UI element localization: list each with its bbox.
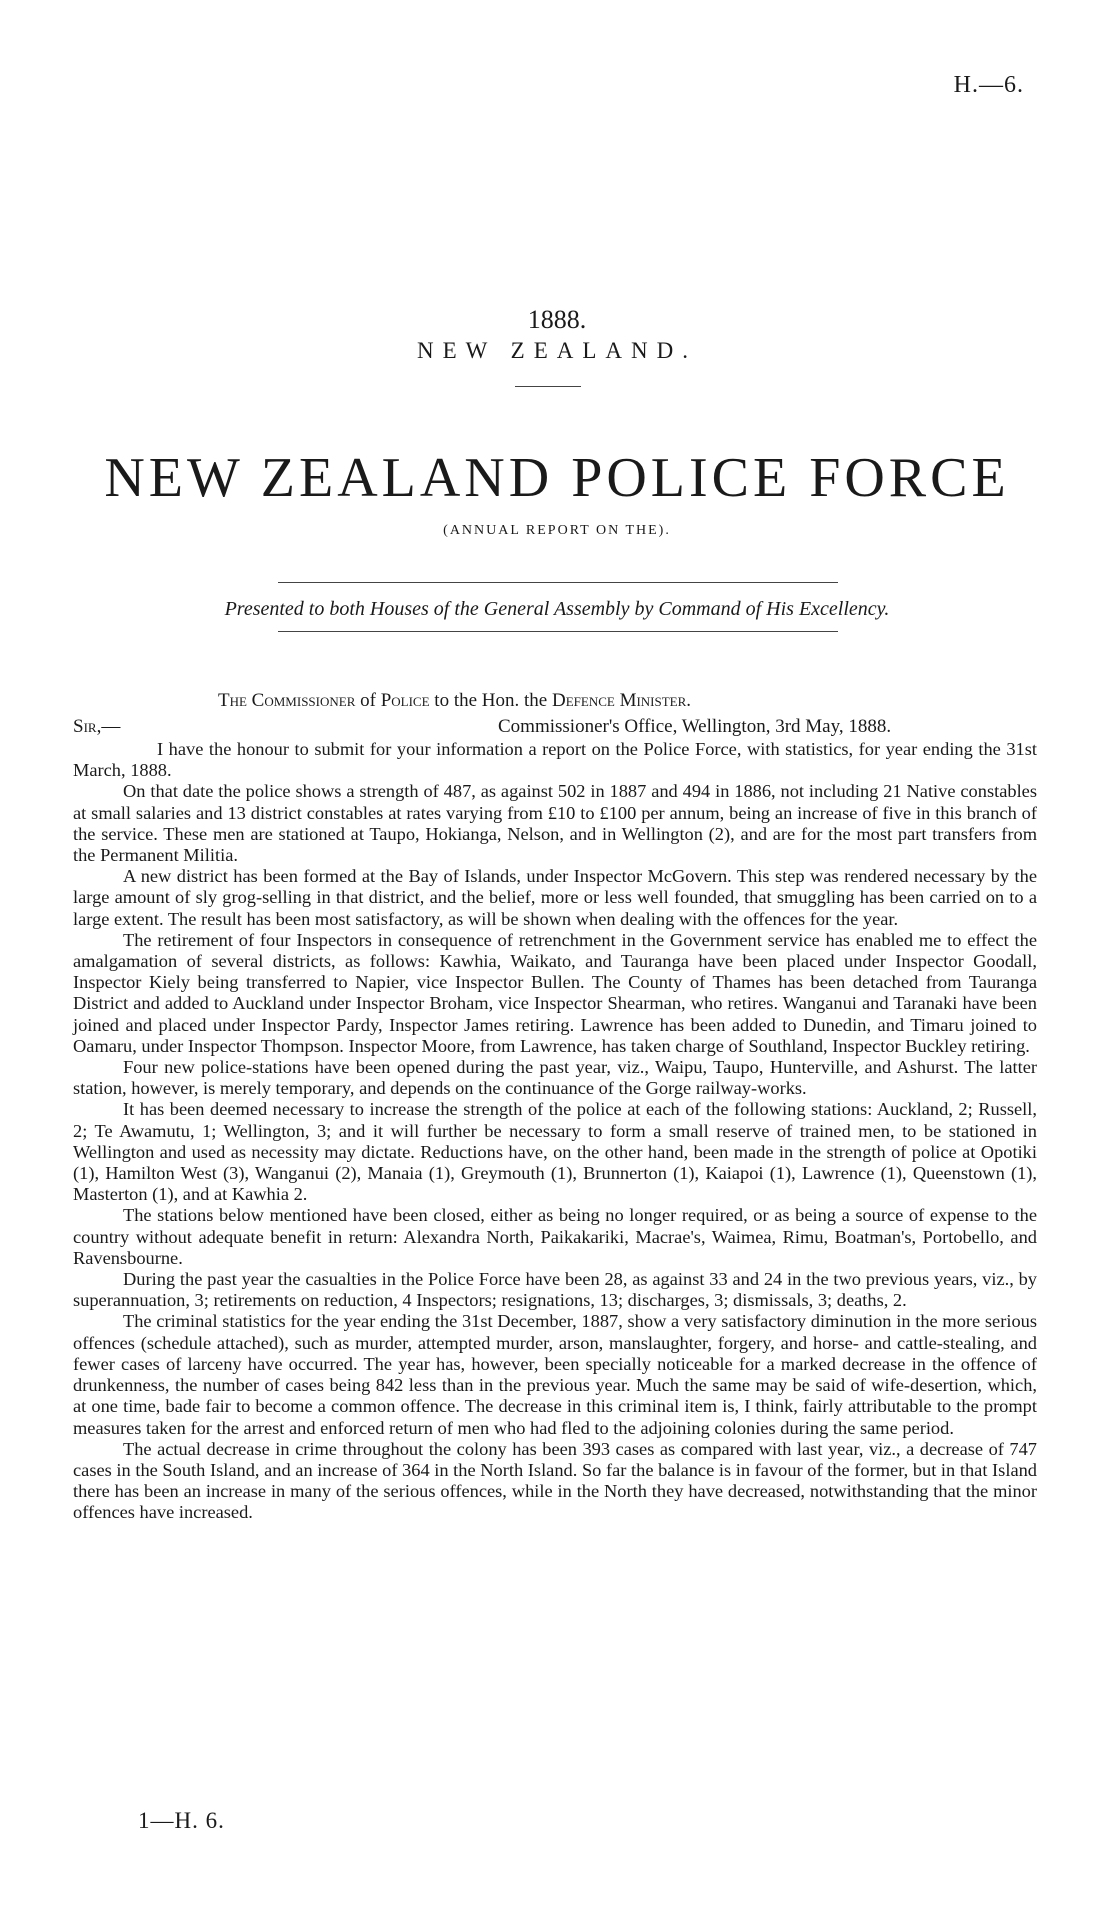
paragraph: Four new police-stations have been opened during the past year, viz., Waipu, Taupo, Hunterville, and Ashurst. The latter station, however, is merely temporary, and depends on the continuance of the Gorge railway-works. bbox=[73, 1057, 1037, 1099]
paragraph: The retirement of four Inspectors in consequence of retrenchment in the Government service has enabled me to effect the amalgamation of several districts, as follows: Kawhia, Waikato, and Tauranga have been placed under Inspector Goodall, Inspector Kiely being transferred to Napier, vice Inspector Bullen. The County of Thames has been detached from Tauranga District and added to Auckland under Inspector Broham, vice Inspector Shearman, who retires. Wanganui and Taranaki have been joined and placed under Inspector Pardy, Inspector James retiring. Lawrence has been added to Dunedin, and Timaru joined to Oamaru, under Inspector Thompson. Inspector Moore, from Lawrence, has taken charge of Southland, Inspector Buckley retiring. bbox=[73, 929, 1037, 1056]
page-footer-reference: 1—H. 6. bbox=[138, 1808, 225, 1833]
paragraph: It has been deemed necessary to increase the strength of the police at each of the following stations: Auckland, 2; Russell, 2; Te Awamutu, 1; Wellington, 3; and it will further be necessary to form a small reserve of trained men, to be stationed in Wellington and used as necessity may dictate. Reductions have, on the other hand, been made in the strength of police at Opotiki (1), Hamilton West (3), Wanganui (2), Manaia (1), Greymouth (1), Brunnerton (1), Kaiapoi (1), Lawrence (1), Queenstown (1), Masterton (1), and at Kawhia 2. bbox=[73, 1099, 1037, 1205]
document-reference: H.—6. bbox=[953, 72, 1024, 98]
paragraph: During the past year the casualties in the Police Force have been 28, as against 33 and 24 in the two previous years, viz., by superannuation, 3; retirements on reduction, 4 Inspectors; resignations, 13; discharges, 3; dismissals, 3; deaths, 2. bbox=[73, 1269, 1037, 1311]
address-minister: Defence Minister bbox=[551, 690, 687, 711]
document-year: 1888. bbox=[527, 305, 587, 334]
address-end: . bbox=[686, 690, 692, 711]
dateline: Commissioner's Office, Wellington, 3rd May, 1888. bbox=[498, 716, 892, 737]
paragraph: On that date the police shows a strength of 487, as against 502 in 1887 and 494 in 1886, not including 21 Native constables at small salaries and 13 district constables at rates varying from £10 to £100 per annum, being an increase of five in this branch of the service. These men are stationed at Taupo, Hokianga, Nelson, and in Wellington (2), and are for the most part transfers from the Permanent Militia. bbox=[73, 781, 1037, 866]
address-to: to the Hon. the bbox=[429, 690, 552, 711]
presented-line: Presented to both Houses of the General Assembly by Command of His Excellency. bbox=[224, 598, 890, 620]
report-body bbox=[73, 739, 1037, 1524]
address-of: of bbox=[355, 690, 381, 711]
address-line bbox=[218, 690, 691, 712]
salutation: Sir,— bbox=[73, 716, 121, 737]
address-police: Police bbox=[380, 690, 430, 711]
document-title: NEW ZEALAND POLICE FORCE bbox=[104, 447, 1010, 509]
paragraph: I have the honour to submit for your information a report on the Police Force, with statistics, for year ending the 31st March, 1888. bbox=[73, 739, 1037, 781]
divider-top bbox=[278, 582, 838, 583]
document-subtitle: (ANNUAL REPORT ON THE). bbox=[443, 523, 671, 538]
paragraph: The actual decrease in crime throughout the colony has been 393 cases as compared with last year, viz., a decrease of 747 cases in the South Island, and an increase of 364 in the North Island. So far the balance is in favour of the former, but in that Island there has been an increase in many of the serious offences, while in the North they have decreased, notwithstanding that the minor offences have increased. bbox=[73, 1438, 1037, 1523]
short-divider bbox=[515, 386, 581, 387]
paragraph: A new district has been formed at the Bay of Islands, under Inspector McGovern. This step was rendered necessary by the large amount of sly grog-selling in that district, and the belief, more or less well founded, that smuggling has been carried on to a large extent. The result has been most satisfactory, as will be shown when dealing with the offences for the year. bbox=[73, 866, 1037, 929]
divider-bottom bbox=[278, 631, 838, 632]
paragraph: The stations below mentioned have been closed, either as being no longer required, or as being a source of expense to the country without adequate benefit in return: Alexandra North, Paikakariki, Macrae's, Waimea, Rimu, Boatman's, Portobello, and Ravensbourne. bbox=[73, 1205, 1037, 1268]
address-from: The Commissioner bbox=[218, 690, 356, 711]
document-country: NEW ZEALAND. bbox=[416, 338, 698, 363]
paragraph: The criminal statistics for the year ending the 31st December, 1887, show a very satisfactory diminution in the more serious offences (schedule attached), such as murder, attempted murder, arson, manslaughter, forgery, and horse- and cattle-stealing, and fewer cases of larceny have occurred. The year has, however, been specially noticeable for a marked decrease in the offence of drunkenness, the number of cases being 842 less than in the previous year. Much the same may be said of wife-desertion, which, at one time, bade fair to become a common offence. The decrease in this criminal item is, I think, fairly attributable to the prompt measures taken for the arrest and enforced return of men who had fled to the adjoining colonies during the same period. bbox=[73, 1311, 1037, 1438]
